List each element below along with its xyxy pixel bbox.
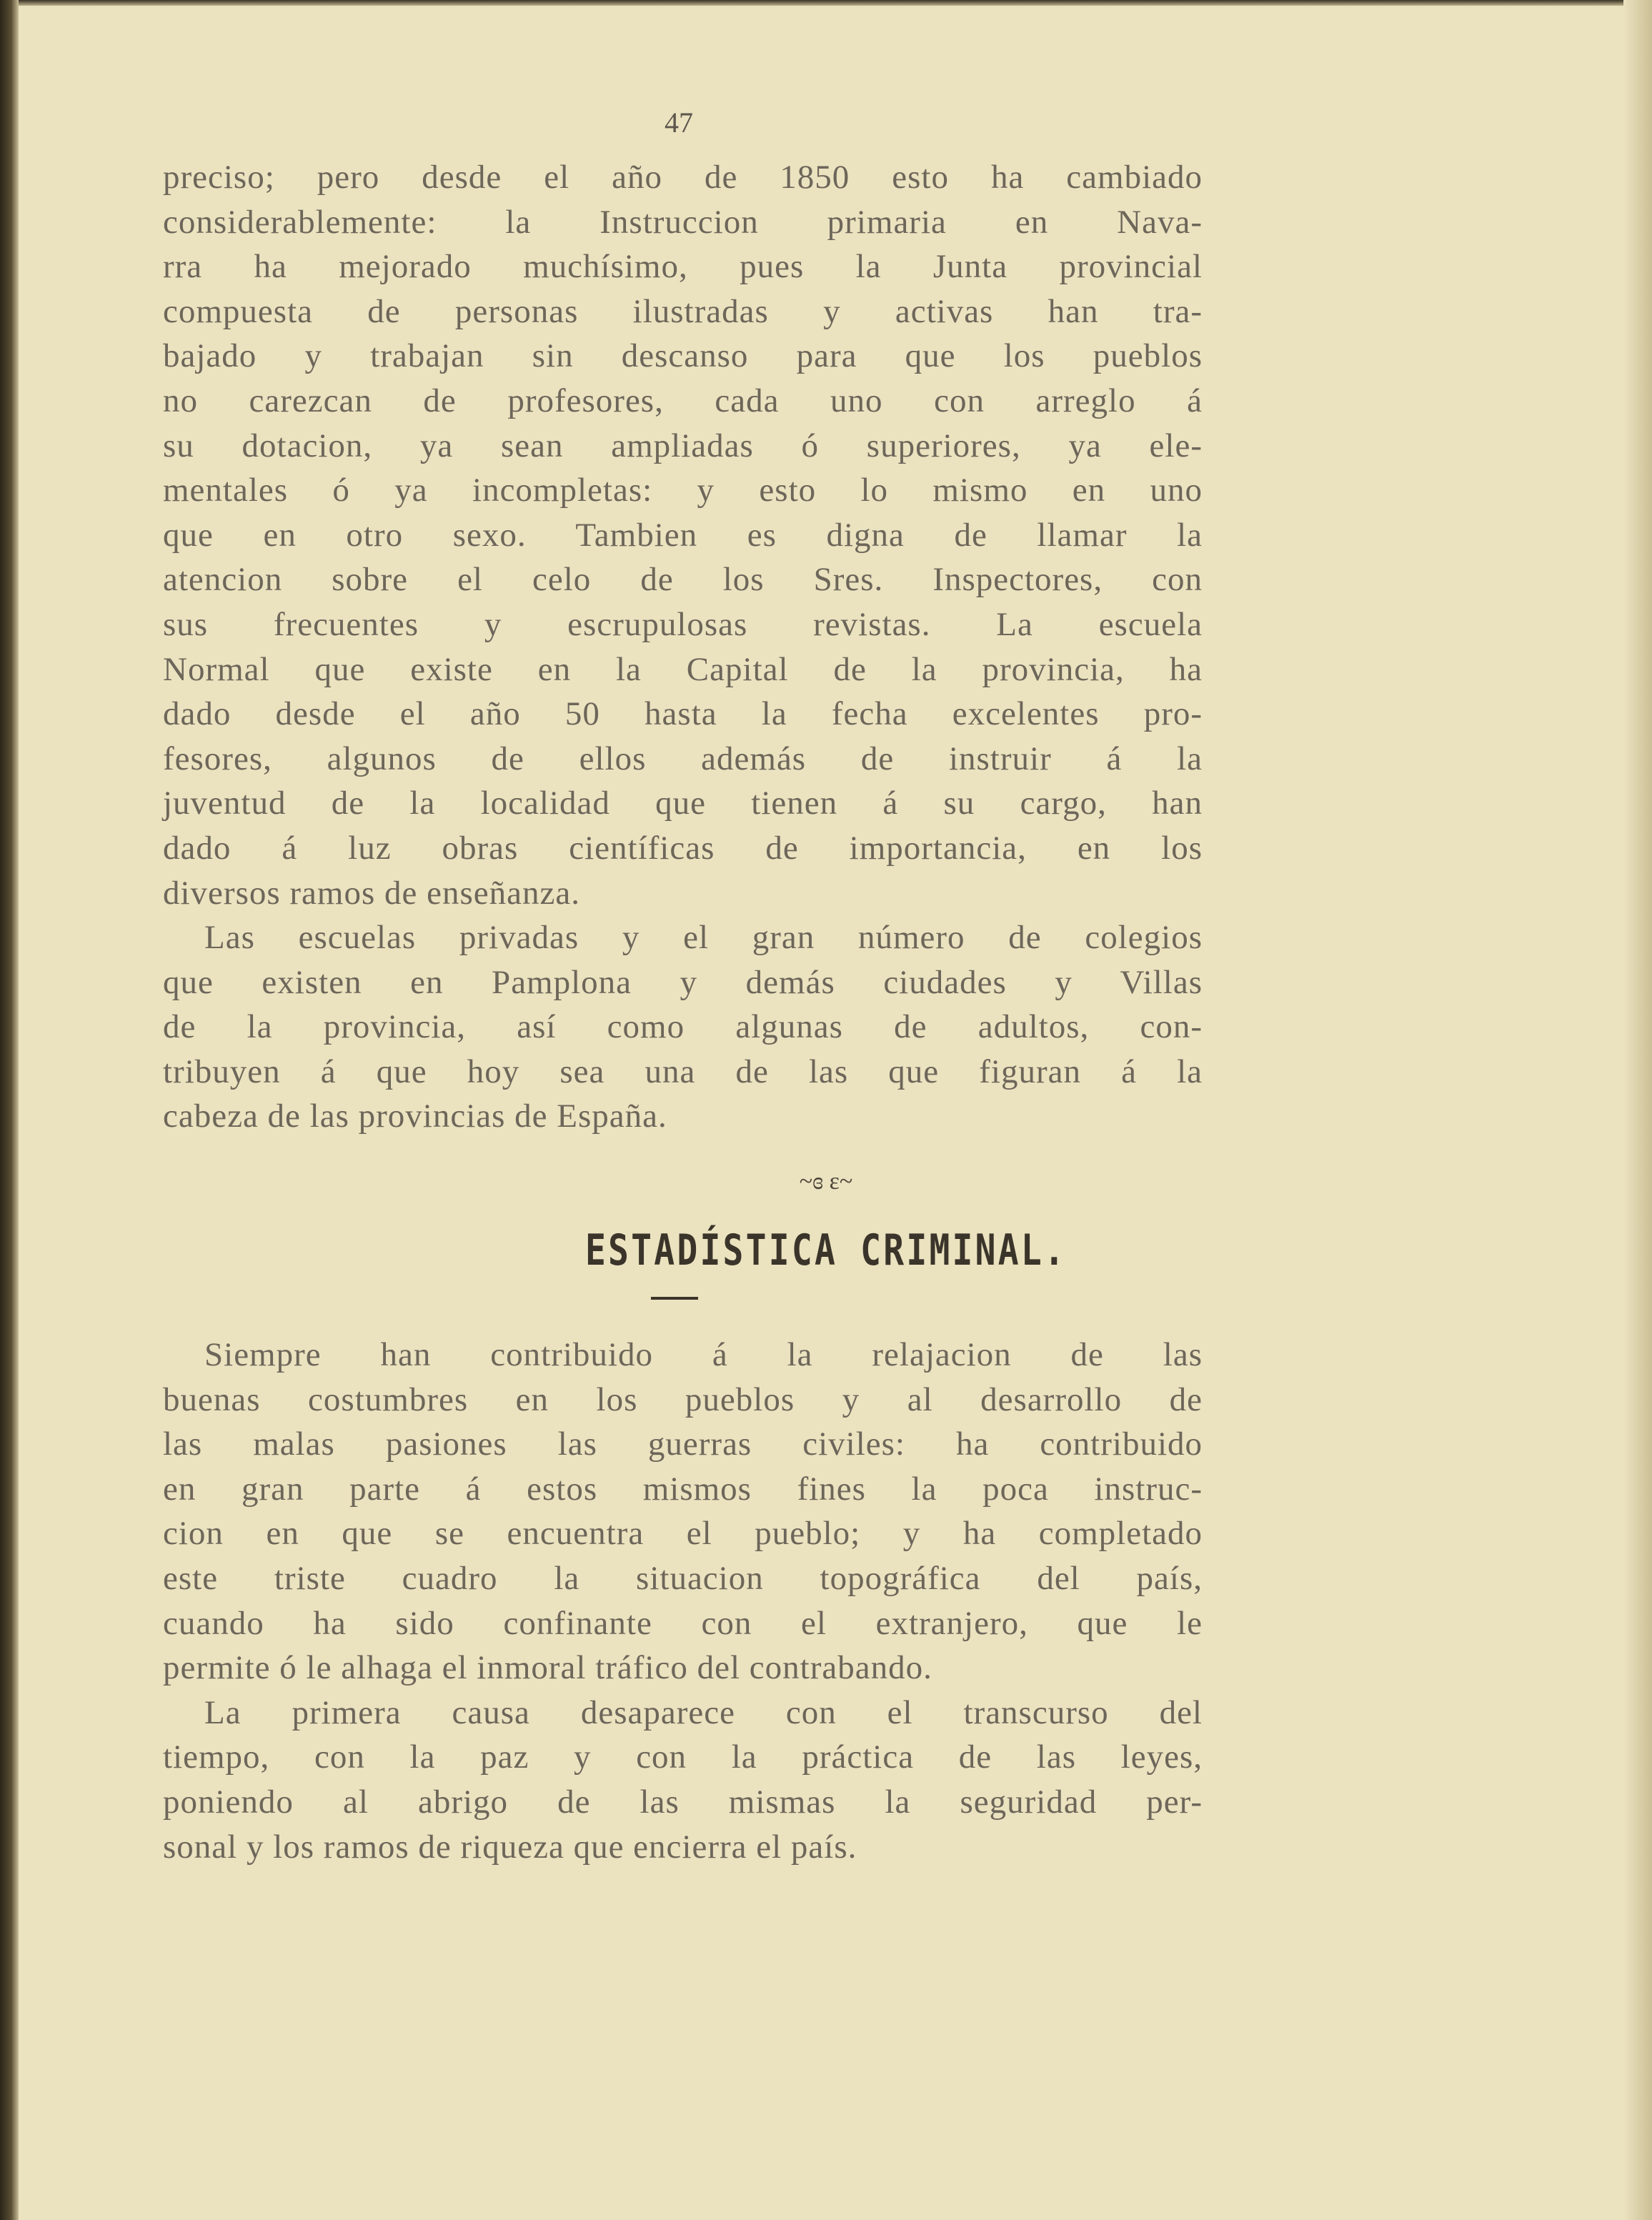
text-line: que existen en Pamplona y demás ciudades y Villas xyxy=(163,963,1203,1001)
text-line: tribuyen á que hoy sea una de las que figuran á la xyxy=(163,1052,1203,1090)
text-line: Siempre han contribuido á la relajacion de las xyxy=(204,1336,1203,1373)
text-line: La primera causa desaparece con el transcurso del xyxy=(204,1693,1203,1731)
text-line: su dotacion, ya sean ampliadas ó superiores, ya ele- xyxy=(163,427,1203,464)
heading-rule xyxy=(651,1297,698,1300)
text-line: cuando ha sido confinante con el extranjero, que le xyxy=(163,1604,1203,1642)
text-line: fesores, algunos de ellos además de instruir á la xyxy=(163,740,1203,777)
text-line: sus frecuentes y escrupulosas revistas. La escuela xyxy=(163,605,1203,643)
page-top-edge xyxy=(0,0,1652,6)
text-line: tiempo, con la paz y con la práctica de las leyes, xyxy=(163,1738,1203,1776)
text-line: Normal que existe en la Capital de la provincia, ha xyxy=(163,650,1203,688)
ornament-divider: ~ɞ ɛ~ xyxy=(799,1168,853,1195)
text-line: las malas pasiones las guerras civiles: ha contribuido xyxy=(163,1425,1203,1463)
paragraph xyxy=(163,155,1203,915)
text-line: dado desde el año 50 hasta la fecha excelentes pro- xyxy=(163,695,1203,733)
text-line: sonal y los ramos de riqueza que encierra el país. xyxy=(163,1828,857,1866)
text-line: compuesta de personas ilustradas y activas han tra- xyxy=(163,292,1203,330)
body-text-top xyxy=(163,155,1203,1139)
text-line: permite ó le alhaga el inmoral tráfico del contrabando. xyxy=(163,1649,932,1687)
text-line: mentales ó ya incompletas: y esto lo mismo en uno xyxy=(163,472,1203,509)
text-line: en gran parte á estos mismos fines la poca instruc- xyxy=(163,1470,1203,1508)
text-line: preciso; pero desde el año de 1850 esto ha cambiado xyxy=(163,159,1203,196)
section-heading: ESTADÍSTICA CRIMINAL. xyxy=(584,1225,1068,1275)
text-line: que en otro sexo. Tambien es digna de llamar la xyxy=(163,516,1203,554)
paragraph xyxy=(163,915,1203,1139)
text-line: dado á luz obras científicas de importancia, en los xyxy=(163,829,1203,867)
text-line: diversos ramos de enseñanza. xyxy=(163,874,580,912)
text-line: no carezcan de profesores, cada uno con arreglo á xyxy=(163,382,1203,419)
paragraph xyxy=(163,1333,1203,1691)
text-line: atencion sobre el celo de los Sres. Inspectores, con xyxy=(163,561,1203,599)
page-right-edge xyxy=(1623,0,1652,2220)
text-line: buenas costumbres en los pueblos y al desarrollo de xyxy=(163,1380,1203,1418)
text-line: juventud de la localidad que tienen á su cargo, han xyxy=(163,785,1203,822)
paragraph xyxy=(163,1691,1203,1869)
body-text-bottom xyxy=(163,1333,1203,1869)
page-number: 47 xyxy=(665,106,693,139)
text-line: poniendo al abrigo de las mismas la seguridad per- xyxy=(163,1783,1203,1821)
text-line: este triste cuadro la situacion topográfica del país, xyxy=(163,1559,1203,1597)
text-line: cion en que se encuentra el pueblo; y ha completado xyxy=(163,1515,1203,1553)
text-line: Las escuelas privadas y el gran número de colegios xyxy=(204,919,1203,957)
text-line: bajado y trabajan sin descanso para que los pueblos xyxy=(163,337,1203,375)
text-line: cabeza de las provincias de España. xyxy=(163,1097,667,1135)
text-line: rra ha mejorado muchísimo, pues la Junta provincial xyxy=(163,248,1203,286)
book-binding-edge xyxy=(0,0,19,2220)
text-line: de la provincia, así como algunas de adultos, con- xyxy=(163,1008,1203,1046)
text-line: considerablemente: la Instruccion primaria en Nava- xyxy=(163,203,1203,241)
